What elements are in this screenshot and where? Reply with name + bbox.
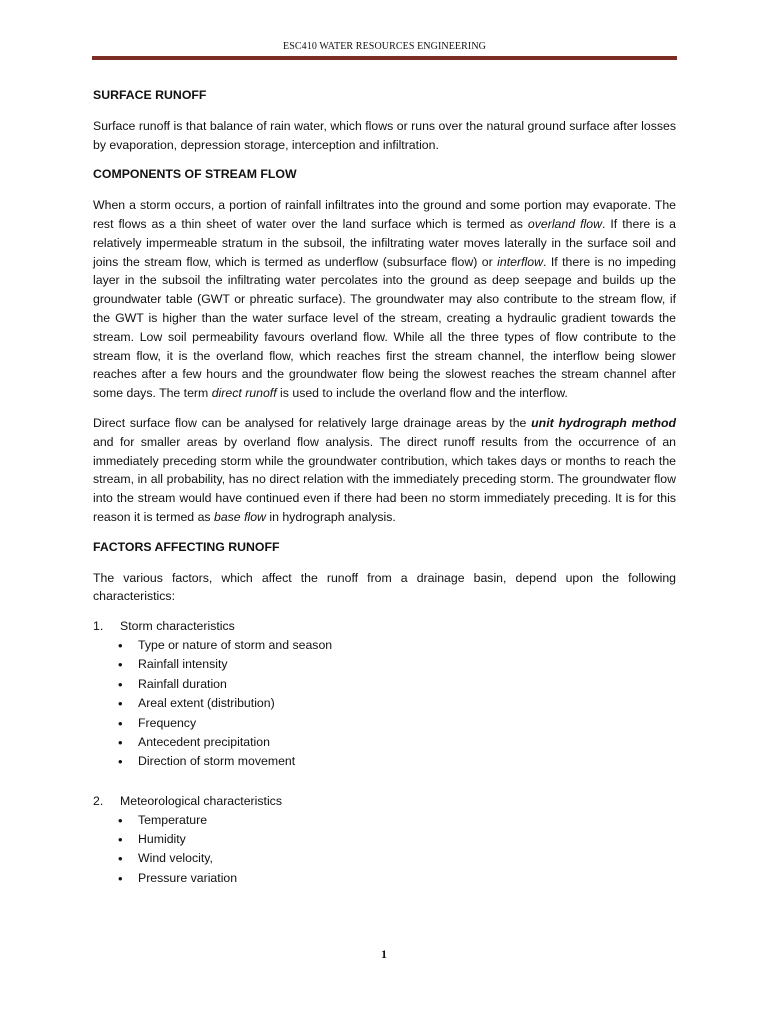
list-item: • Pressure variation: [118, 869, 676, 888]
paragraph-factors-intro: The various factors, which affect the runoff from a drainage basin, depend upon the following characteristics:: [93, 570, 676, 604]
list-title: [93, 792, 676, 811]
list-item: • Wind velocity,: [118, 849, 676, 868]
bullet-list: [93, 811, 676, 889]
list-item: • Rainfall intensity: [118, 655, 676, 674]
list-item: • Humidity: [118, 830, 676, 849]
term-unit-hydrograph-method: unit hydrograph method: [531, 415, 676, 430]
term-direct-runoff: direct runoff: [211, 386, 277, 401]
list-title: [93, 617, 676, 636]
list-number: 2.: [93, 793, 104, 808]
list-item: • Temperature: [118, 811, 676, 830]
paragraph-components-1: [93, 196, 676, 403]
list-item: • Type or nature of storm and season: [118, 636, 676, 655]
list-heading: Storm characteristics: [120, 619, 235, 634]
list-number: 1.: [93, 619, 104, 634]
list-gap: [93, 782, 676, 792]
bullet-list: [93, 636, 676, 772]
heading-surface-runoff: SURFACE RUNOFF: [93, 88, 207, 102]
header-rule: [92, 56, 677, 60]
list-storm-characteristics: [93, 617, 676, 772]
term-base-flow: base flow: [213, 509, 266, 524]
list-meteorological-characteristics: [93, 792, 676, 888]
paragraph-surface-runoff: Surface runoff is that balance of rain water, which flows or runs over the natural ground surface after losses by evaporation, depression storage, interception and infiltration.: [93, 118, 676, 152]
heading-factors-affecting-runoff: FACTORS AFFECTING RUNOFF: [93, 539, 280, 554]
text-run: When a storm occurs, a portion of rainfall infiltrates into the ground and some portion may evaporate. The rest flows as a thin sheet of water over the land surface which is termed as: [93, 198, 676, 231]
term-interflow: interflow: [497, 254, 543, 269]
heading-components-stream-flow: COMPONENTS OF STREAM FLOW: [93, 167, 297, 182]
text-run: is used to include the overland flow and the interflow.: [276, 386, 568, 401]
text-run: Direct surface flow can be analysed for relatively large drainage areas by the: [93, 415, 532, 430]
list-item: • Direction of storm movement: [118, 752, 676, 771]
list-item: • Areal extent (distribution): [118, 694, 676, 713]
text-run: . If there is a relatively impermeable stratum in the subsoil, the infiltrating water moves laterally in the surface soil and joins the stream flow, which is termed as underflow (subsurface flow) or: [93, 216, 677, 269]
list-item: • Antecedent precipitation: [118, 733, 676, 752]
running-header: ESC410 WATER RESOURCES ENGINEERING: [283, 41, 486, 52]
text-run: in hydrograph analysis.: [265, 509, 396, 524]
paragraph-components-2: [93, 414, 676, 527]
page-number: 1: [381, 947, 387, 961]
page-content: [93, 86, 676, 898]
list-heading: Meteorological characteristics: [120, 793, 282, 808]
text-run: and for smaller areas by overland flow analysis. The direct runoff results from the occurrence of an immediately preceding storm while the groundwater contribution, which takes days or months to reach the stream, in all probability, has no direct relation with the immediately preceding storm. The groundwater flow into the stream would have continued even if there had been no storm immediately preceding. It is for this reason it is termed as: [93, 434, 676, 524]
text-run: . If there is no impeding layer in the subsoil the infiltrating water percolates into the ground as deep seepage and builds up the groundwater table (GWT or phreatic surface). The groundwater may also contribute to the stream flow, if the GWT is higher than the water surface level of the stream, creating a hydraulic gradient towards the stream. Low soil permeability favours overland flow. While all the three types of flow contribute to the stream flow, it is the overland flow, which reaches first the stream channel, the interflow being slower reaches after a few hours and the groundwater flow being the slowest reaches the stream channel after some days. The term: [93, 254, 676, 401]
list-item: • Frequency: [118, 714, 676, 733]
list-item: • Rainfall duration: [118, 675, 676, 694]
term-overland-flow: overland flow: [527, 216, 602, 231]
